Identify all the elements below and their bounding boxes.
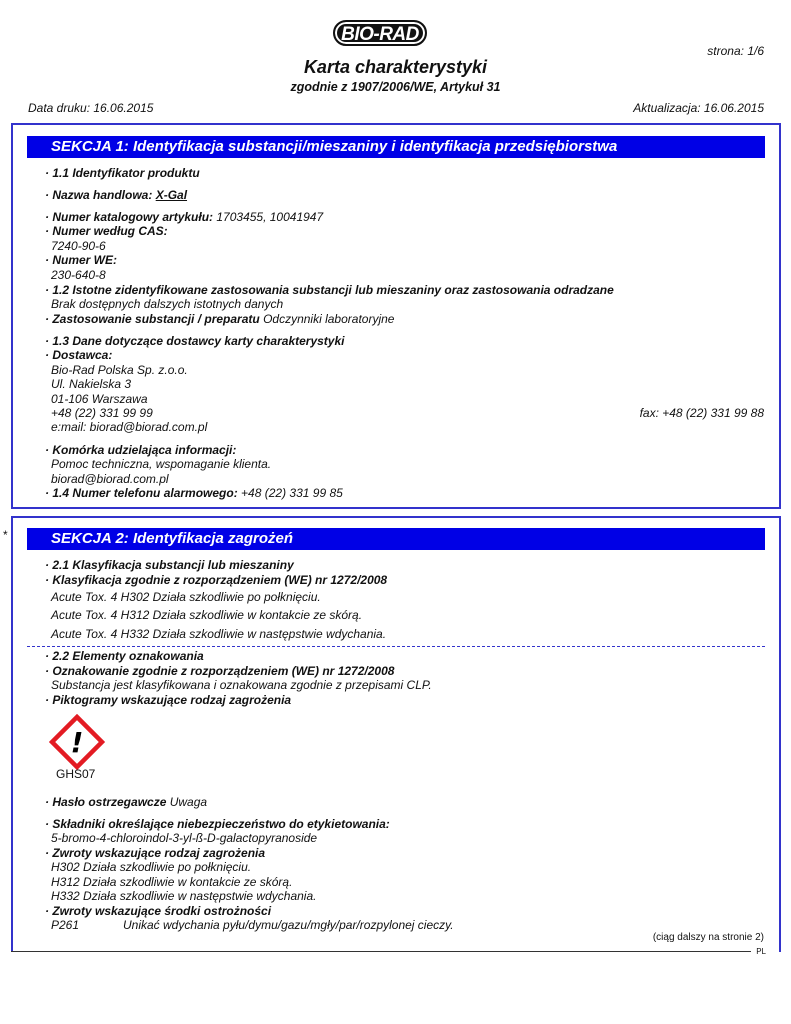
hazard-statements-label: · Zwroty wskazujące rodzaj zagrożenia: [45, 846, 266, 860]
labelling-value: Substancja jest klasyfikowana i oznakowana zgodnie z przepisami CLP.: [51, 678, 432, 692]
labelling-regulation-label: · Oznakowanie zgodnie z rozporządzeniem (WE) nr 1272/2008: [45, 664, 395, 678]
catalog-number-label: · Numer katalogowy artykułu:: [45, 210, 217, 224]
supplier-city: 01-106 Warszawa: [51, 392, 148, 406]
signal-word-value: Uwaga: [169, 795, 208, 809]
signal-word-line: [45, 795, 207, 809]
print-date: Data druku: 16.06.2015: [28, 101, 154, 115]
page-number: strona: 1/6: [707, 44, 764, 58]
precautionary-code: P261: [51, 918, 80, 932]
label-elements-label: · 2.2 Elementy oznakowania: [45, 649, 204, 663]
we-number-label: · Numer WE:: [45, 253, 117, 267]
hazard-class-row: Acute Tox. 4 H302 Działa szkodliwie po połknięciu.: [51, 590, 321, 604]
info-unit-email: biorad@biorad.com.pl: [51, 472, 169, 486]
info-unit-value: Pomoc techniczna, wspomaganie klienta.: [51, 457, 272, 471]
pictogram-symbol: !: [70, 726, 84, 759]
hazard-statement: H312 Działa szkodliwie w kontakcie ze skórą.: [51, 875, 293, 889]
cas-number-value: 7240-90-6: [51, 239, 106, 253]
supplier-phone: +48 (22) 331 99 99: [51, 406, 153, 420]
emergency-phone-value: +48 (22) 331 99 85: [241, 486, 343, 500]
supplier-details-label: · 1.3 Dane dotyczące dostawcy karty charakterystyki: [45, 334, 345, 348]
precautionary-text: Unikać wdychania pyłu/dymu/gazu/mgły/par/rozpylonej cieczy.: [123, 918, 454, 932]
info-unit-label: · Komórka udzielająca informacji:: [45, 443, 237, 457]
supplier-fax: fax: +48 (22) 331 99 88: [639, 406, 764, 420]
supplier-street: Ul. Nakielska 3: [51, 377, 132, 391]
precautionary-statements-label: · Zwroty wskazujące środki ostrożności: [45, 904, 272, 918]
section-1-heading: SEKCJA 1: Identyfikacja substancji/mieszaniny i identyfikacja przedsiębiorstwa: [27, 136, 765, 158]
exclamation-mark-pictogram-icon: [49, 714, 105, 770]
classification-label: · 2.1 Klasyfikacja substancji lub mieszaniny: [45, 558, 294, 572]
hazard-statement: H332 Działa szkodliwie w następstwie wdychania.: [51, 889, 317, 903]
document-title: Karta charakterystyki: [303, 57, 488, 77]
pictogram-code: GHS07: [56, 767, 96, 781]
language-code: PL: [756, 947, 766, 956]
classification-regulation-label: · Klasyfikacja zgodnie z rozporządzeniem (WE) nr 1272/2008: [45, 573, 388, 587]
catalog-number-line: [45, 210, 323, 224]
document-subtitle: zgodnie z 1907/2006/WE, Artykuł 31: [290, 80, 501, 94]
footer-divider: [11, 951, 751, 952]
application-label: · Zastosowanie substancji / preparatu: [45, 312, 264, 326]
supplier-label: · Dostawca:: [45, 348, 113, 362]
identified-uses-value: Brak dostępnych dalszych istotnych danych: [51, 297, 284, 311]
product-identifier-label: · 1.1 Identyfikator produktu: [45, 166, 200, 180]
trade-name-value: X-Gal: [155, 188, 188, 202]
hazard-class-row: Acute Tox. 4 H332 Działa szkodliwie w następstwie wdychania.: [51, 627, 387, 641]
emergency-phone-line: [45, 486, 343, 500]
pictograms-label: · Piktogramy wskazujące rodzaj zagrożenia: [45, 693, 292, 707]
revision-marker: *: [3, 528, 8, 542]
hazardous-components-label: · Składniki określające niebezpieczeństwo do etykietowania:: [45, 817, 390, 831]
emergency-phone-label: · 1.4 Numer telefonu alarmowego:: [45, 486, 242, 500]
trade-name-line: [45, 188, 187, 202]
application-line: [45, 312, 394, 326]
bio-rad-logo: BIO-RAD: [333, 20, 427, 46]
supplier-email: e:mail: biorad@biorad.com.pl: [51, 420, 208, 434]
trade-name-label: · Nazwa handlowa:: [45, 188, 156, 202]
hazard-statement: H302 Działa szkodliwie po połknięciu.: [51, 860, 252, 874]
hazard-class-row: Acute Tox. 4 H312 Działa szkodliwie w kontakcie ze skórą.: [51, 608, 363, 622]
application-value: Odczynniki laboratoryjne: [263, 312, 395, 326]
we-number-value: 230-640-8: [51, 268, 106, 282]
identified-uses-label: · 1.2 Istotne zidentyfikowane zastosowania substancji lub mieszaniny oraz zastosowania odradzane: [45, 283, 614, 297]
section-2-heading: SEKCJA 2: Identyfikacja zagrożeń: [27, 528, 765, 550]
dashed-divider: [27, 646, 765, 647]
supplier-name: Bio-Rad Polska Sp. z.o.o.: [51, 363, 188, 377]
catalog-number-value: 1703455, 10041947: [216, 210, 324, 224]
cas-number-label: · Numer według CAS:: [45, 224, 168, 238]
continued-note: (ciąg dalszy na stronie 2): [652, 932, 764, 943]
hazardous-components-value: 5-bromo-4-chloroindol-3-yl-ß-D-galactopyranoside: [51, 831, 318, 845]
signal-word-label: · Hasło ostrzegawcze: [45, 795, 170, 809]
update-date: Aktualizacja: 16.06.2015: [633, 101, 764, 115]
